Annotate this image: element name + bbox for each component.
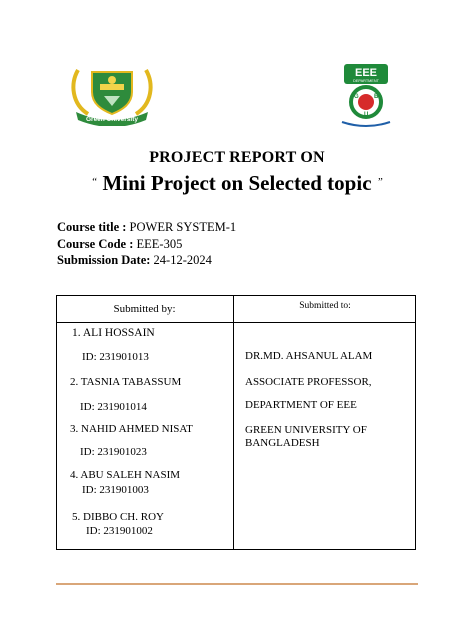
submitted-to-header: Submitted to: <box>299 301 351 311</box>
logo-left-text: Green University <box>85 116 139 123</box>
student-name-4: 4. ABU SALEH NASIM <box>70 469 181 481</box>
supervisor-university-line1: GREEN UNIVERSITY OF <box>245 424 367 436</box>
course-code-value: EEE-305 <box>133 237 183 251</box>
eee-department-logo-icon <box>336 60 396 130</box>
student-id-2: ID: 231901014 <box>80 401 147 413</box>
course-code-label: Course Code : <box>57 237 134 251</box>
logo-right-dept: DEPARTMENT <box>353 79 379 83</box>
logo-right-letter-b: B <box>374 94 379 100</box>
logo-right-letter-u: U <box>364 112 369 118</box>
student-name-1: 1. ALI HOSSAIN <box>72 327 155 339</box>
footer-divider <box>56 583 418 585</box>
green-university-logo-icon <box>66 62 158 126</box>
supervisor-name: DR.MD. AHSANUL ALAM <box>245 350 373 362</box>
supervisor-department: DEPARTMENT OF EEE <box>245 399 357 411</box>
student-name-5: 5. DIBBO CH. ROY <box>72 511 164 523</box>
logo-right-eee: EEE <box>354 67 378 79</box>
course-code-line <box>57 237 182 252</box>
student-name-3: 3. NAHID AHMED NISAT <box>70 423 193 435</box>
submitted-by-header: Submitted by: <box>113 303 176 315</box>
course-title-line <box>57 220 236 235</box>
supervisor-designation: ASSOCIATE PROFESSOR, <box>245 376 372 388</box>
open-quote: “ <box>91 176 98 188</box>
student-name-2: 2. TASNIA TABASSUM <box>70 376 182 388</box>
student-id-4: ID: 231901003 <box>82 484 149 496</box>
logo-right-letter-g: G <box>354 94 359 100</box>
table-column-divider <box>233 295 234 550</box>
course-title-label: Course title : <box>57 220 127 234</box>
report-heading: PROJECT REPORT ON <box>149 149 325 166</box>
student-id-3: ID: 231901023 <box>80 446 147 458</box>
supervisor-university-line2: BANGLADESH <box>245 437 320 449</box>
student-id-5: ID: 231901002 <box>86 525 153 537</box>
submission-date-label: Submission Date: <box>57 253 151 267</box>
submission-date-line <box>57 253 212 268</box>
student-id-1: ID: 231901013 <box>82 351 149 363</box>
project-title <box>0 171 474 196</box>
project-title-text: Mini Project on Selected topic <box>102 171 372 195</box>
table-header-divider <box>56 322 416 323</box>
submission-date-value: 24-12-2024 <box>150 253 212 267</box>
close-quote: ” <box>376 176 383 188</box>
course-title-value: POWER SYSTEM-1 <box>126 220 237 234</box>
